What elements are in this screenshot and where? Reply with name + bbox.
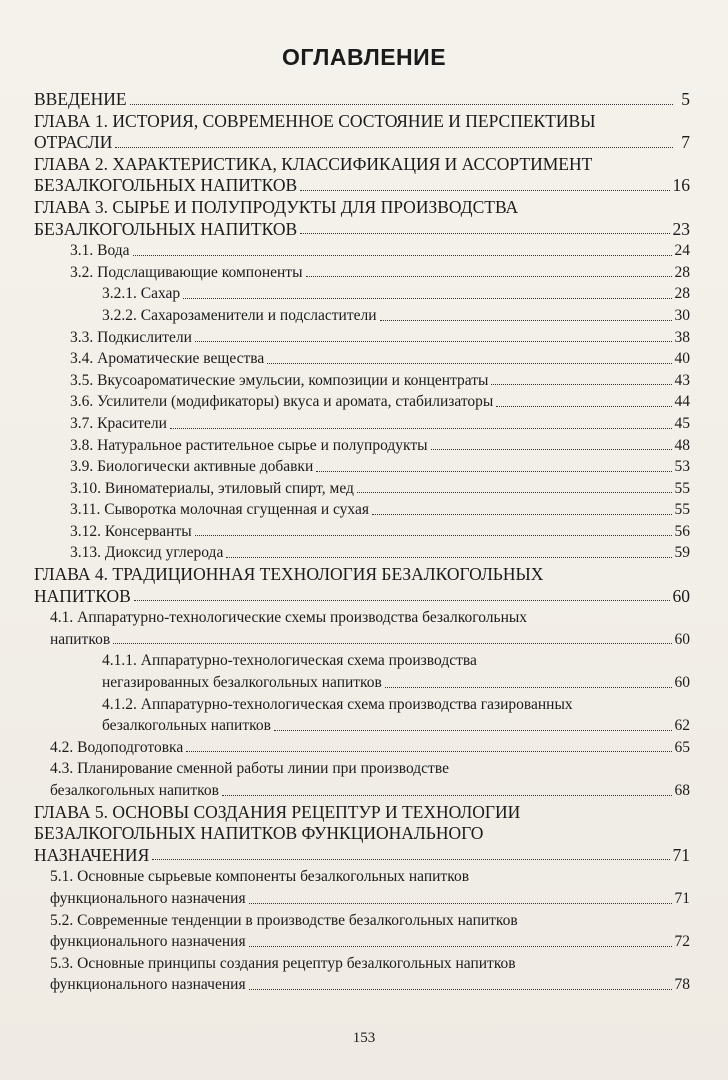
toc-entry-line [34, 737, 690, 759]
toc-section-entry[interactable] [34, 391, 690, 413]
toc-entry-line [34, 478, 690, 500]
dot-leader [249, 988, 672, 990]
dot-leader [113, 642, 671, 644]
toc-section-entry[interactable] [34, 370, 690, 392]
toc-entry-text: 4.3. Планирование сменной работы линии при производстве [50, 760, 449, 778]
toc-entry-line [34, 435, 690, 457]
toc-entry-text: 4.2. Водоподготовка [50, 738, 184, 756]
toc-page-number: 55 [674, 501, 690, 519]
toc-section-entry[interactable] [34, 694, 690, 737]
dot-leader [267, 362, 671, 364]
toc-entry-text: 3.8. Натуральное растительное сырье и полупродукты [70, 436, 428, 454]
page-title: ОГЛАВЛЕНИЕ [281, 44, 447, 70]
toc-entry-text: 4.1.2. Аппаратурно-технологическая схема производства газированных [102, 695, 573, 713]
toc-entry-text: БЕЗАЛКОГОЛЬНЫХ НАПИТКОВ [34, 218, 298, 239]
dot-leader [226, 556, 671, 558]
toc-section-entry[interactable] [34, 240, 690, 262]
dot-leader [372, 513, 672, 515]
dot-leader [249, 902, 672, 904]
toc-entry-line [34, 802, 690, 824]
toc-section-entry[interactable] [34, 435, 690, 457]
dot-leader [385, 686, 672, 688]
dot-leader [316, 470, 671, 472]
toc-page-number: 7 [681, 132, 690, 153]
toc-page-number: 62 [674, 717, 690, 735]
toc-entry-text: 5.3. Основные принципы создания рецептур безалкогольных напитков [50, 954, 516, 972]
toc-entry-text: безалкогольных напитков [50, 782, 219, 799]
toc-entry-text: 3.2. Подслащивающие компоненты [70, 263, 303, 281]
toc-page-number: 71 [672, 844, 690, 865]
toc-section-entry[interactable] [34, 758, 690, 801]
toc-entry-text: ВВЕДЕНИЕ [34, 89, 127, 109]
toc-entry-text: безалкогольных напитков [102, 717, 271, 735]
toc-section-entry[interactable] [34, 866, 690, 909]
dot-leader [431, 448, 672, 450]
toc-chapter-entry[interactable] [34, 111, 690, 154]
toc-entry-text: негазированных безалкогольных напитков [102, 674, 382, 692]
toc-entry-text: функционального назначения [50, 933, 246, 951]
toc-entry-text: ГЛАВА 3. СЫРЬЕ И ПОЛУПРОДУКТЫ ДЛЯ ПРОИЗВОДСТВА [34, 196, 519, 217]
toc-entry-text: напитков [50, 630, 111, 648]
toc-section-entry[interactable] [34, 478, 690, 500]
toc-section-entry[interactable] [34, 499, 690, 521]
toc-entry-line [34, 348, 690, 370]
toc-page-number: 56 [674, 522, 690, 540]
toc-entry-line [34, 694, 690, 716]
dot-leader [152, 858, 669, 860]
toc-entry-text: БЕЗАЛКОГОЛЬНЫХ НАПИТКОВ [34, 175, 298, 196]
toc-page-number: 68 [674, 782, 690, 799]
toc-entry-text: 3.6. Усилители (модификаторы) вкуса и аромата, стабилизаторы [70, 393, 494, 411]
toc-entry-line [34, 240, 690, 262]
toc-entry-line [34, 197, 690, 219]
dot-leader [130, 103, 673, 105]
toc-page-number: 5 [681, 89, 690, 109]
dot-leader [491, 383, 671, 385]
toc-entry-line [34, 283, 690, 305]
toc-section-entry[interactable] [34, 348, 690, 370]
dot-leader [183, 297, 671, 299]
toc-entry-text: 3.12. Консерванты [70, 522, 192, 540]
dot-leader [170, 427, 672, 429]
toc-page-number: 28 [674, 285, 690, 303]
toc-section-entry[interactable] [34, 542, 690, 564]
toc-chapter-entry[interactable] [34, 564, 690, 607]
toc-section-entry[interactable] [34, 283, 690, 305]
toc-entry-line [34, 305, 690, 327]
toc-chapter-entry[interactable] [34, 89, 690, 111]
toc-entry-line [34, 586, 690, 608]
dot-leader [186, 750, 671, 752]
toc-page-number: 78 [674, 976, 690, 994]
toc-page-number: 60 [672, 585, 690, 606]
toc-entry-line [34, 629, 690, 651]
toc-entry-line [34, 327, 690, 349]
toc-page-number: 71 [674, 889, 690, 907]
toc-entry-text: ГЛАВА 4. ТРАДИЦИОННАЯ ТЕХНОЛОГИЯ БЕЗАЛКОГОЛЬНЫХ [34, 564, 544, 585]
page-number: 153 [352, 1030, 376, 1046]
toc-page-number: 28 [674, 263, 690, 281]
toc-entry-line [34, 715, 690, 737]
toc-entry-line [34, 974, 690, 996]
toc-entry-line [34, 89, 690, 111]
toc-entry-line [34, 758, 690, 780]
toc-page-number: 43 [674, 371, 690, 389]
dot-leader [357, 491, 672, 493]
toc-entry-line [34, 111, 690, 133]
dot-leader [195, 340, 672, 342]
toc-entry-text: 3.5. Вкусоароматические эмульсии, композиции и концентраты [70, 371, 489, 389]
toc-section-entry[interactable] [34, 737, 690, 759]
toc-entry-line [34, 175, 690, 197]
toc-entry-line [34, 456, 690, 478]
toc-entry-text: 4.1. Аппаратурно-технологические схемы производства безалкогольных [50, 609, 528, 627]
toc-section-entry[interactable] [34, 327, 690, 349]
toc-page-number: 30 [674, 306, 690, 324]
toc-entry-text: 5.1. Основные сырьевые компоненты безалкогольных напитков [50, 868, 470, 886]
toc-entry-text: 3.13. Диоксид углерода [70, 544, 224, 562]
toc-entry-text: ГЛАВА 5. ОСНОВЫ СОЗДАНИЯ РЕЦЕПТУР И ТЕХНОЛОГИИ [34, 801, 521, 822]
toc-page-number: 45 [674, 414, 690, 432]
toc-entry-line [34, 413, 690, 435]
toc-page-number: 44 [674, 393, 690, 411]
toc-entry-line [34, 672, 690, 694]
toc-entry-text: 3.10. Виноматериалы, этиловый спирт, мед [70, 479, 354, 497]
toc-entry-text: НАЗНАЧЕНИЯ [34, 844, 150, 865]
toc-entry-line [34, 845, 690, 867]
toc-entry-line [34, 542, 690, 564]
dot-leader [115, 146, 673, 148]
dot-leader [300, 189, 669, 191]
toc-entry-line [34, 391, 690, 413]
toc-section-entry[interactable] [34, 413, 690, 435]
toc-entry-text: функционального назначения [50, 976, 246, 994]
toc-entry-text: 3.2.2. Сахарозаменители и подсластители [102, 306, 377, 324]
toc-chapter-entry[interactable] [34, 154, 690, 197]
toc-entry-line [34, 521, 690, 543]
toc-section-entry[interactable] [34, 650, 690, 693]
toc-entry-text: 3.7. Красители [70, 414, 167, 432]
dot-leader [133, 254, 672, 256]
toc-entry-text: ГЛАВА 1. ИСТОРИЯ, СОВРЕМЕННОЕ СОСТОЯНИЕ И ПЕРСПЕКТИВЫ [34, 110, 596, 131]
dot-leader [496, 405, 671, 407]
toc-entry-line [34, 931, 690, 953]
toc-section-entry[interactable] [34, 607, 690, 650]
toc-chapter-entry[interactable] [34, 802, 690, 867]
toc-entry-text: 3.11. Сыворотка молочная сгущенная и сухая [70, 501, 369, 519]
toc-entry-line [34, 370, 690, 392]
toc-page-number: 24 [674, 242, 690, 260]
toc-page-number: 60 [674, 630, 690, 648]
toc-entry-line [34, 910, 690, 932]
dot-leader [249, 945, 672, 947]
toc-entry-line [34, 564, 690, 586]
toc-entry-line [34, 499, 690, 521]
dot-leader [306, 275, 672, 277]
toc-page-number: 59 [674, 544, 690, 562]
toc-entry-text: 3.1. Вода [70, 242, 130, 260]
toc-entry-text: НАПИТКОВ [34, 585, 131, 606]
dot-leader [134, 599, 670, 601]
toc-section-entry[interactable] [34, 910, 690, 953]
toc-entry-line [34, 607, 690, 629]
table-of-contents [34, 89, 690, 996]
toc-entry-line [34, 953, 690, 975]
dot-leader [380, 319, 672, 321]
toc-entry-line [34, 650, 690, 672]
toc-page-number: 55 [674, 479, 690, 497]
toc-entry-line [34, 823, 690, 845]
toc-section-entry[interactable] [34, 521, 690, 543]
toc-entry-line [34, 780, 690, 802]
toc-section-entry[interactable] [34, 262, 690, 284]
toc-page-number: 48 [674, 436, 690, 454]
dot-leader [300, 232, 669, 234]
toc-page-number: 16 [672, 175, 690, 196]
toc-entry-line [34, 866, 690, 888]
toc-chapter-entry[interactable] [34, 197, 690, 240]
toc-page-number: 40 [674, 350, 690, 368]
toc-entry-line [34, 154, 690, 176]
toc-entry-text: функционального назначения [50, 889, 246, 907]
toc-entry-line [34, 219, 690, 241]
toc-entry-text: 5.2. Современные тенденции в производстве безалкогольных напитков [50, 911, 518, 929]
toc-entry-line [34, 888, 690, 910]
toc-entry-line [34, 262, 690, 284]
toc-page-number: 60 [674, 674, 690, 692]
dot-leader [195, 534, 672, 536]
dot-leader [274, 729, 672, 731]
toc-entry-text: 3.3. Подкислители [70, 328, 192, 346]
toc-page-number: 53 [674, 458, 690, 476]
toc-page-number: 65 [674, 738, 690, 756]
toc-entry-text: БЕЗАЛКОГОЛЬНЫХ НАПИТКОВ ФУНКЦИОНАЛЬНОГО [34, 823, 484, 844]
toc-entry-text: ОТРАСЛИ [34, 132, 113, 153]
toc-section-entry[interactable] [34, 456, 690, 478]
toc-entry-text: 3.4. Ароматические вещества [70, 350, 265, 368]
toc-page-number: 23 [672, 218, 690, 239]
toc-section-entry[interactable] [34, 953, 690, 996]
toc-entry-text: 3.9. Биологически активные добавки [70, 458, 314, 476]
toc-entry-text: ГЛАВА 2. ХАРАКТЕРИСТИКА, КЛАССИФИКАЦИЯ И АССОРТИМЕНТ [34, 153, 593, 174]
toc-section-entry[interactable] [34, 305, 690, 327]
toc-entry-line [34, 132, 690, 154]
toc-entry-text: 4.1.1. Аппаратурно-технологическая схема производства [102, 652, 477, 670]
dot-leader [222, 794, 672, 796]
toc-entry-text: 3.2.1. Сахар [102, 285, 181, 303]
toc-page-number: 38 [674, 328, 690, 346]
toc-page-number: 72 [674, 933, 690, 951]
